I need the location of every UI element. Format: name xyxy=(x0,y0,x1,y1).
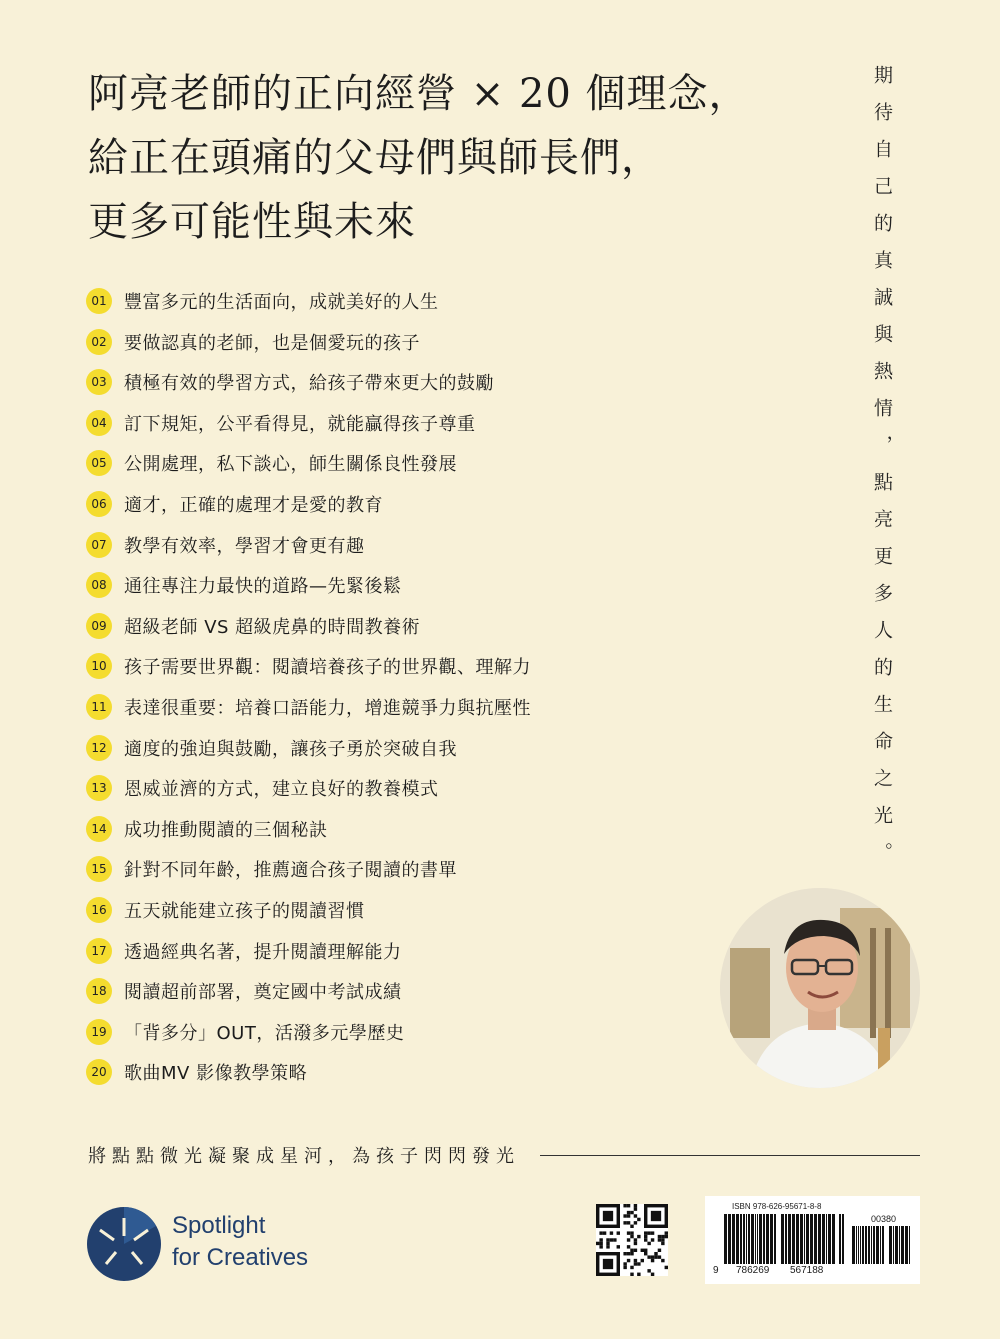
item-number-badge: 09 xyxy=(86,613,112,639)
item-number-badge: 08 xyxy=(86,572,112,598)
item-number-badge: 19 xyxy=(86,1019,112,1045)
publisher-name-line-2: for Creatives xyxy=(172,1244,309,1271)
item-text: 訂下規矩，公平看得見，就能贏得孩子尊重 xyxy=(124,413,476,435)
item-number-badge: 16 xyxy=(86,897,112,923)
barcode-digits-left: 786269 xyxy=(736,1265,770,1276)
item-text: 適才，正確的處理才是愛的教育 xyxy=(124,495,383,516)
list-item xyxy=(86,651,531,681)
list-item xyxy=(86,854,457,884)
item-text: 要做認真的老師，也是個愛玩的孩子 xyxy=(124,332,420,354)
item-number-badge: 01 xyxy=(86,288,112,314)
item-number-badge: 10 xyxy=(86,653,112,679)
item-number-badge: 03 xyxy=(86,369,112,395)
list-item xyxy=(86,773,439,803)
list-item xyxy=(86,570,402,600)
item-number-badge: 12 xyxy=(86,735,112,761)
item-text: 「背多分」OUT，活潑多元學歷史 xyxy=(124,1022,405,1044)
spotlight-logo-icon xyxy=(86,1206,162,1282)
author-portrait-image xyxy=(720,888,920,1088)
price-barcode xyxy=(852,1226,910,1274)
list-item xyxy=(86,367,494,397)
list-item xyxy=(86,286,439,316)
item-number-badge: 15 xyxy=(86,856,112,882)
list-item xyxy=(86,408,476,438)
author-photo xyxy=(720,888,920,1088)
tagline-divider xyxy=(540,1155,920,1156)
item-text: 五天就能建立孩子的閱讀習慣 xyxy=(124,901,365,922)
headline-line-2: 給正在頭痛的父母們與師長們， xyxy=(88,135,662,181)
item-text: 透過經典名著，提升閱讀理解能力 xyxy=(124,941,402,963)
item-text: 教學有效率，學習才會更有趣 xyxy=(124,535,365,557)
isbn-barcode xyxy=(720,1214,844,1266)
item-text: 公開處理，私下談心，師生關係良性發展 xyxy=(124,454,457,476)
headline-line-1: 阿亮老師的正向經營 × 20 個理念， xyxy=(88,71,750,117)
item-text: 表達很重要：培養口語能力，增進競爭力與抗壓性 xyxy=(124,698,531,719)
barcode-digits-right: 567188 xyxy=(790,1265,824,1276)
list-item xyxy=(86,448,457,478)
price-code: 00380 xyxy=(871,1214,897,1224)
publisher-name xyxy=(172,1210,308,1274)
vertical-tagline: 期待自己的真誠與熱情，點亮更多人的生命之光。 xyxy=(871,65,893,879)
list-item xyxy=(86,814,328,844)
item-number-badge: 17 xyxy=(86,938,112,964)
bottom-tagline: 將點點微光凝聚成星河，為孩子閃閃發光 xyxy=(88,1146,520,1167)
item-text: 歌曲MV 影像教學策略 xyxy=(124,1063,308,1085)
list-item xyxy=(86,1057,307,1087)
item-text: 豐富多元的生活面向，成就美好的人生 xyxy=(124,292,439,313)
item-number-badge: 20 xyxy=(86,1059,112,1085)
item-text: 通往專注力最快的道路—先緊後鬆 xyxy=(124,576,402,598)
qr-code xyxy=(596,1204,668,1276)
list-item xyxy=(86,692,531,722)
list-item xyxy=(86,530,365,560)
item-text: 適度的強迫與鼓勵，讓孩子勇於突破自我 xyxy=(124,738,457,760)
item-number-badge: 11 xyxy=(86,694,112,720)
list-item xyxy=(86,733,457,763)
item-number-badge: 04 xyxy=(86,410,112,436)
item-text: 針對不同年齡，推薦適合孩子閱讀的書單 xyxy=(124,860,457,882)
item-text: 超級老師 VS 超級虎鼻的時間教養術 xyxy=(124,616,421,638)
item-text: 積極有效的學習方式，給孩子帶來更大的鼓勵 xyxy=(124,373,494,395)
list-item xyxy=(86,489,383,519)
item-number-badge: 14 xyxy=(86,816,112,842)
item-text: 成功推動閱讀的三個秘訣 xyxy=(124,819,328,841)
isbn-text: ISBN 978-626-95671-8-8 xyxy=(732,1202,822,1211)
list-item xyxy=(86,976,402,1006)
item-text: 孩子需要世界觀：閱讀培養孩子的世界觀、理解力 xyxy=(124,657,531,679)
headline-line-3: 更多可能性與未來 xyxy=(88,199,416,245)
list-item xyxy=(86,936,402,966)
list-item xyxy=(86,1017,404,1047)
list-item xyxy=(86,895,365,925)
qr-code-icon xyxy=(596,1204,668,1276)
headline xyxy=(88,62,808,254)
item-text: 閱讀超前部署，奠定國中考試成績 xyxy=(124,982,402,1004)
item-text: 恩威並濟的方式，建立良好的教養模式 xyxy=(124,779,439,801)
item-number-badge: 18 xyxy=(86,978,112,1004)
publisher-name-line-1: Spotlight xyxy=(172,1212,266,1239)
list-item xyxy=(86,611,420,641)
item-number-badge: 02 xyxy=(86,329,112,355)
item-number-badge: 06 xyxy=(86,491,112,517)
item-number-badge: 13 xyxy=(86,775,112,801)
list-item xyxy=(86,327,420,357)
item-number-badge: 07 xyxy=(86,532,112,558)
item-number-badge: 05 xyxy=(86,450,112,476)
barcode-lead-digit: 9 xyxy=(713,1265,719,1276)
